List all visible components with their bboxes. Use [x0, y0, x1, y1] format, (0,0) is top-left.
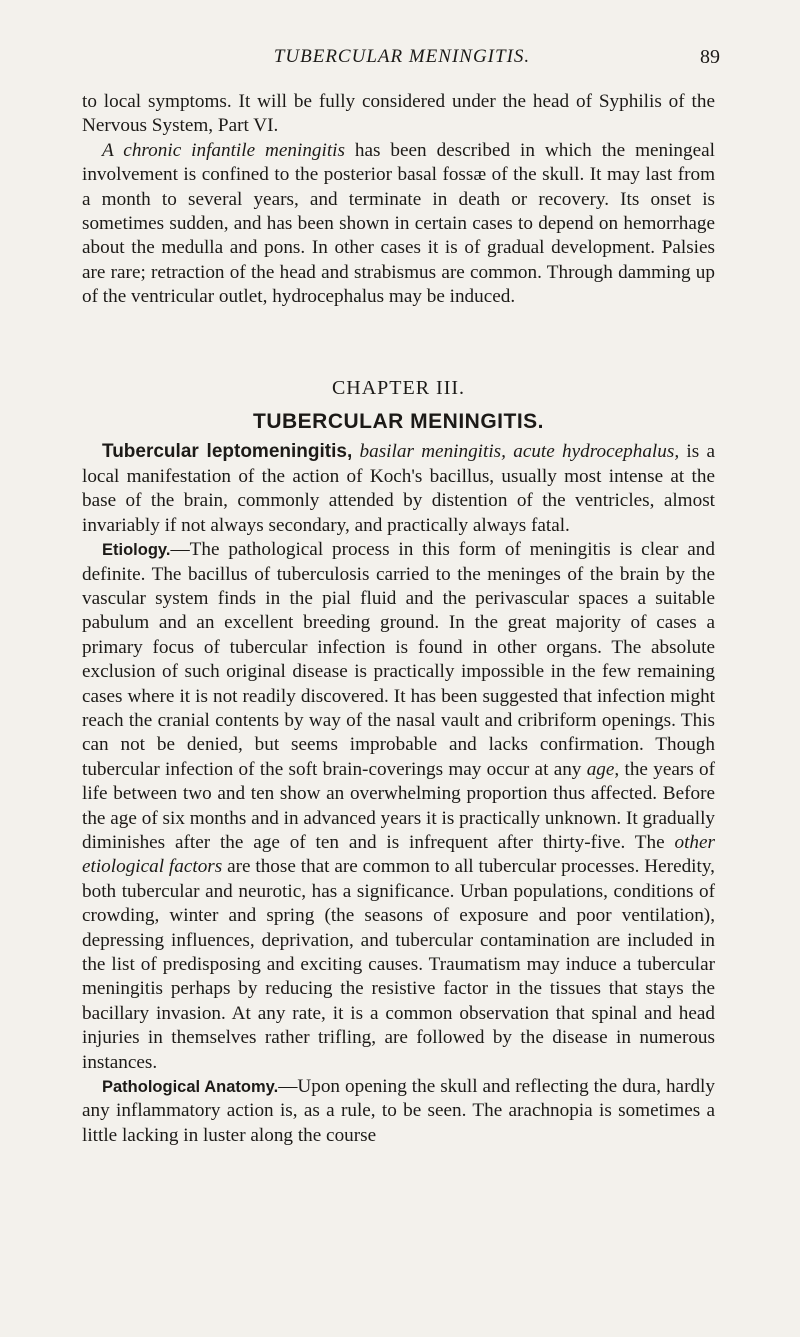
etiology-text-2: , the years of life between two and ten show an overwhelming proportion thus affected. Before the age of six months and in advanced years it is practically unknown. It gradually diminishes after the age of ten and is infrequent after thirty-five. The	[82, 758, 715, 853]
intro-paragraph	[82, 90, 715, 139]
chronic-infantile-text: has been described in which the meningeal involvement is confined to the posterior basal fossæ of the skull. It may last from a month to several years, and terminate in death or recovery. Its onset is sometimes sudden, and has been shown in certain cases to depend on hemorrhage about the medulla and pons. In other cases it is of gradual development. Palsies are rare; retraction of the head and strabismus are common. Through damming up of the ventricular outlet, hydrocephalus may be induced.	[82, 139, 715, 308]
chapter-number: CHAPTER III.	[331, 376, 466, 399]
chronic-infantile-paragraph	[82, 139, 715, 310]
etiology-factors: other etiological factors	[82, 831, 715, 878]
page-header	[84, 46, 720, 76]
chronic-infantile-term: A chronic infantile meningitis	[102, 139, 345, 161]
intro-text: to local symptoms. It will be fully considered under the head of Syphilis of the Nervous System, Part VI.	[82, 91, 715, 137]
definition-paragraph	[82, 440, 715, 538]
pathology-paragraph	[82, 1075, 715, 1148]
etiology-age: age	[586, 758, 615, 780]
etiology-paragraph	[82, 538, 715, 1075]
etiology-text-3: are those that are common to all tubercular processes. Heredity, both tubercular and neurotic, has a significance. Urban populations, conditions of crowding, winter and spring (the seasons of exposure and poor ventilation), depressing influences, deprivation, and tubercular contamination are included in the list of predisposing and exciting causes. Traumatism may induce a tubercular meningitis perhaps by reducing the resistive factor in the tissues that stays the bacillary invasion. At any rate, it is a common observation that spinal and head injuries in themselves rather trifling, are followed by the disease in numerous instances.	[82, 856, 715, 1073]
chapter-title: TUBERCULAR MENINGITIS.	[253, 410, 544, 434]
body-text	[82, 90, 715, 1148]
definition-text: is a local manifestation of the action of Koch's bacillus, usually most intense at the base of the brain, commonly attended by distention of the ventricles, almost invariably if not always secondary, and practically always fatal.	[82, 441, 716, 536]
definition-synonyms: basilar meningitis, acute hydrocephalus,	[359, 441, 680, 463]
running-head: TUBERCULAR MENINGITIS.	[273, 46, 531, 67]
etiology-text-1: —The pathological process in this form of meningitis is clear and definite. The bacillus of tuberculosis carried to the meninges of the brain by the vascular system finds in the pial fluid and the perivascular spaces a suitable pabulum and an excellent breeding ground. In the great majority of cases a primary focus of tubercular infection is found in other organs. The absolute exclusion of such original disease is practically impossible in the few remaining cases where it is not readily discovered. It has been suggested that infection might reach the cranial contents by way of the nasal vault and cribriform openings. This can not be denied, but seems improbable and lacks confirmation. Though tubercular infection of the soft brain-coverings may occur at any	[82, 539, 715, 780]
definition-term: Tubercular leptomeningitis,	[102, 441, 353, 463]
page-number: 89	[700, 46, 720, 68]
etiology-term: Etiology.	[102, 541, 171, 560]
pathology-text: —Upon opening the skull and reflecting the dura, hardly any inflammatory action is, as a rule, to be seen. The arachnopia is sometimes a little lacking in luster along the course	[82, 1076, 715, 1146]
pathology-term: Pathological Anatomy.	[102, 1078, 279, 1097]
